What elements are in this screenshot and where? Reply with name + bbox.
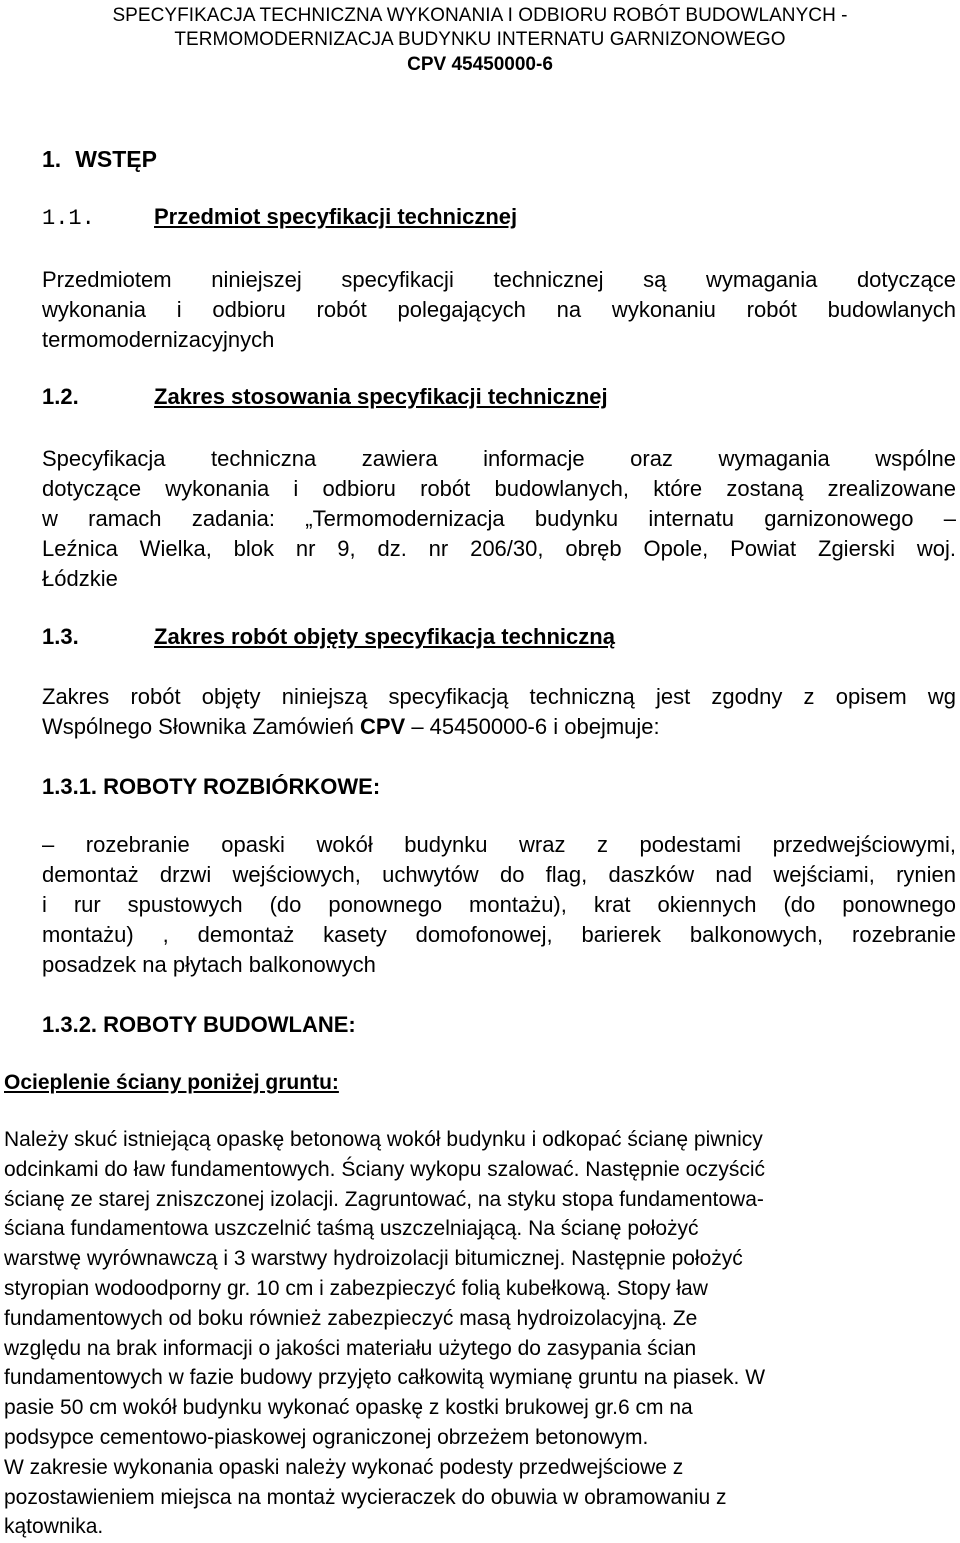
paragraph-line: wykonania i odbioru robót polegających na wykonaniu robót budowlanych <box>42 297 956 322</box>
section-1-heading <box>42 144 157 174</box>
section-1-3-paragraph <box>42 682 956 742</box>
paragraph-line: demontaż drzwi wejściowych, uchwytów do flag, daszków nad wejściami, rynien <box>42 862 956 887</box>
document-header <box>0 4 960 78</box>
paragraph-line: styropian wodoodporny gr. 10 cm i zabezpieczyć folią kubełkową. Stopy ław <box>4 1276 708 1300</box>
paragraph-line: fundamentowych od boku również zabezpieczyć masą hydroizolacyjną. Ze <box>4 1306 698 1330</box>
paragraph-line: Należy skuć istniejącą opaskę betonową wokół budynku i odkopać ścianę piwnicy <box>4 1128 763 1151</box>
section-1-3-2-heading: 1.3.2. ROBOTY BUDOWLANE: <box>42 1012 356 1037</box>
paragraph-line: posadzek na płytach balkonowych <box>42 952 376 977</box>
paragraph-line: w ramach zadania: „Termomodernizacja budynku internatu garnizonowego – <box>42 506 956 531</box>
section-1-3-2-paragraph <box>4 1125 944 1542</box>
paragraph-line: dotyczące wykonania i odbioru robót budowlanych, które zostaną zrealizowane <box>42 476 956 501</box>
paragraph-line: Specyfikacja techniczna zawiera informacje oraz wymagania wspólne <box>42 446 956 471</box>
paragraph-line <box>42 712 956 742</box>
section-number: 1.2. <box>42 384 79 409</box>
header-cpv-code: CPV 45450000-6 <box>407 54 553 75</box>
subsection-heading: Ocieplenie ściany poniżej gruntu: <box>4 1071 339 1094</box>
paragraph-line: – rozebranie opaski wokół budynku wraz z podestami przedwejściowymi, <box>42 832 956 857</box>
section-number: 1.1. <box>42 206 95 231</box>
paragraph-line: ścianę ze starej zniszczonej izolacji. Zagruntować, na styku stopa fundamentowa- <box>4 1187 764 1211</box>
section-title: WSTĘP <box>75 146 157 172</box>
paragraph-line: pasie 50 cm wokół budynku wykonać opaskę z kostki brukowej gr.6 cm na <box>4 1396 693 1420</box>
paragraph-line: kątownika. <box>4 1515 104 1539</box>
paragraph-line: ściana fundamentowa uszczelnić taśmą uszczelniającą. Na ścianę położyć <box>4 1217 699 1241</box>
section-title: Przedmiot specyfikacji technicznej <box>154 204 518 229</box>
cpv-code: – 45450000-6 i obejmuje: <box>411 714 660 739</box>
paragraph-line: Zakres robót objęty niniejszą specyfikacją techniczną jest zgodny z opisem wg <box>42 684 956 709</box>
header-line-1: SPECYFIKACJA TECHNICZNA WYKONANIA I ODBIORU ROBÓT BUDOWLANYCH - <box>112 5 848 26</box>
paragraph-line: warstwę wyrównawczą i 3 warstwy hydroizolacji bitumicznej. Następnie położyć <box>4 1247 743 1271</box>
section-1-2-heading <box>42 382 608 412</box>
paragraph-line: Leźnica Wielka, blok nr 9, dz. nr 206/30, obręb Opole, Powiat Zgierski woj. <box>42 536 956 561</box>
paragraph-line: odcinkami do ław fundamentowych. Ściany wykopu szalować. Następnie oczyścić <box>4 1157 766 1181</box>
section-1-3-1-paragraph <box>42 830 956 980</box>
paragraph-line: podsypce cementowo-piaskowej ograniczonej obrzeżem betonowym. <box>4 1425 649 1449</box>
section-1-2-paragraph <box>42 444 956 594</box>
section-1-3-1-heading: 1.3.1. ROBOTY ROZBIÓRKOWE: <box>42 774 381 799</box>
paragraph-line: pozostawieniem miejsca na montaż wycieraczek do obuwia w obramowaniu z <box>4 1485 727 1509</box>
section-title: Zakres stosowania specyfikacji technicznej <box>154 384 608 409</box>
paragraph-line: względu na brak informacji o jakości materiału użytego do zasypania ścian <box>4 1336 697 1360</box>
section-number: 1.3. <box>42 624 79 649</box>
section-1-1-heading <box>42 202 517 234</box>
cpv-label: CPV <box>359 714 406 739</box>
paragraph-line: W zakresie wykonania opaski należy wykonać podesty przedwejściowe z <box>4 1455 684 1479</box>
section-number: 1. <box>42 146 62 172</box>
paragraph-line: Przedmiotem niniejszej specyfikacji technicznej są wymagania dotyczące <box>42 267 956 292</box>
paragraph-line: i rur spustowych (do ponownego montażu), krat okiennych (do ponownego <box>42 892 956 917</box>
paragraph-line: fundamentowych w fazie budowy przyjęto całkowitą wymianę gruntu na piasek. W <box>4 1366 766 1390</box>
paragraph-line: Łódzkie <box>42 566 118 591</box>
paragraph-line: termomodernizacyjnych <box>42 327 275 352</box>
dictionary-name: Wspólnego Słownika Zamówień <box>42 714 354 739</box>
section-1-1-paragraph <box>42 265 956 355</box>
section-1-3-heading <box>42 622 615 652</box>
paragraph-line: montażu) , demontaż kasety domofonowej, barierek balkonowych, rozebranie <box>42 922 956 947</box>
section-title: Zakres robót objęty specyfikacja techniczną <box>154 624 615 649</box>
header-line-2: TERMOMODERNIZACJA BUDYNKU INTERNATU GARNIZONOWEGO <box>174 29 786 50</box>
